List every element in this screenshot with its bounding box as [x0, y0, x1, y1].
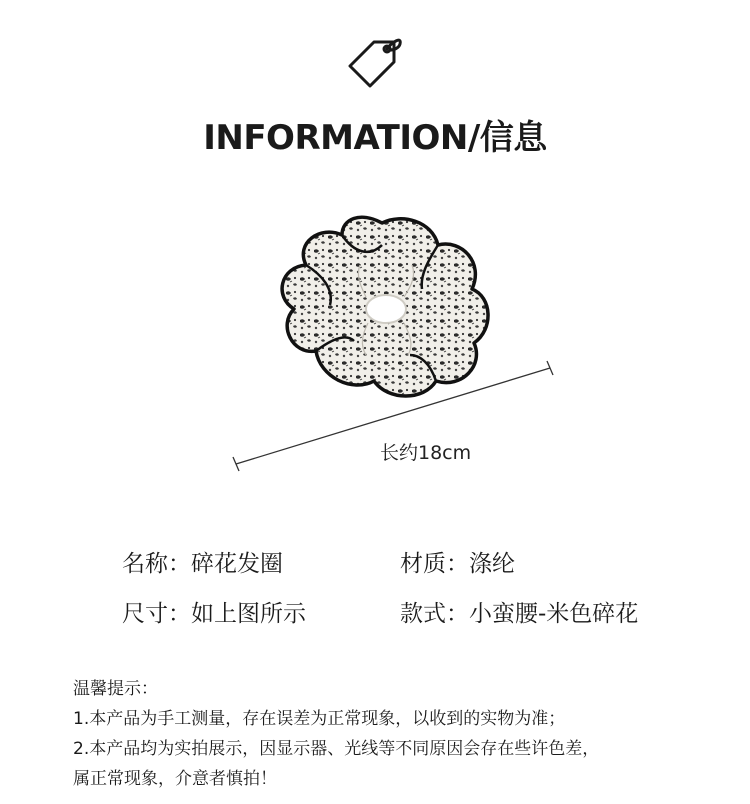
spec-size-value: 如上图所示	[191, 601, 306, 627]
spec-material	[400, 545, 515, 578]
spec-material-label: 材质：	[400, 551, 469, 577]
spec-size	[122, 595, 306, 628]
page-title: INFORMATION/信息	[203, 118, 547, 158]
price-tag-icon	[344, 30, 408, 94]
spec-style-label: 款式：	[400, 601, 469, 627]
spec-name-label: 名称：	[122, 551, 191, 577]
notes-heading: 温馨提示：	[73, 679, 158, 699]
notes-line-3: 属正常现象，介意者慎拍！	[73, 769, 277, 789]
notes-line-2: 2.本产品均为实拍展示，因显示器、光线等不同原因会存在些许色差，	[73, 739, 600, 759]
spec-style-value: 小蛮腰-米色碎花	[469, 601, 639, 627]
spec-material-value: 涤纶	[469, 551, 515, 577]
notes-line-1: 1.本产品为手工测量，存在误差为正常现象，以收到的实物为准；	[73, 709, 566, 729]
length-label: 长约18cm	[380, 442, 472, 464]
spec-name-value: 碎花发圈	[191, 551, 283, 577]
spec-size-label: 尺寸：	[122, 601, 191, 627]
spec-style	[400, 595, 638, 628]
spec-name	[122, 545, 283, 578]
